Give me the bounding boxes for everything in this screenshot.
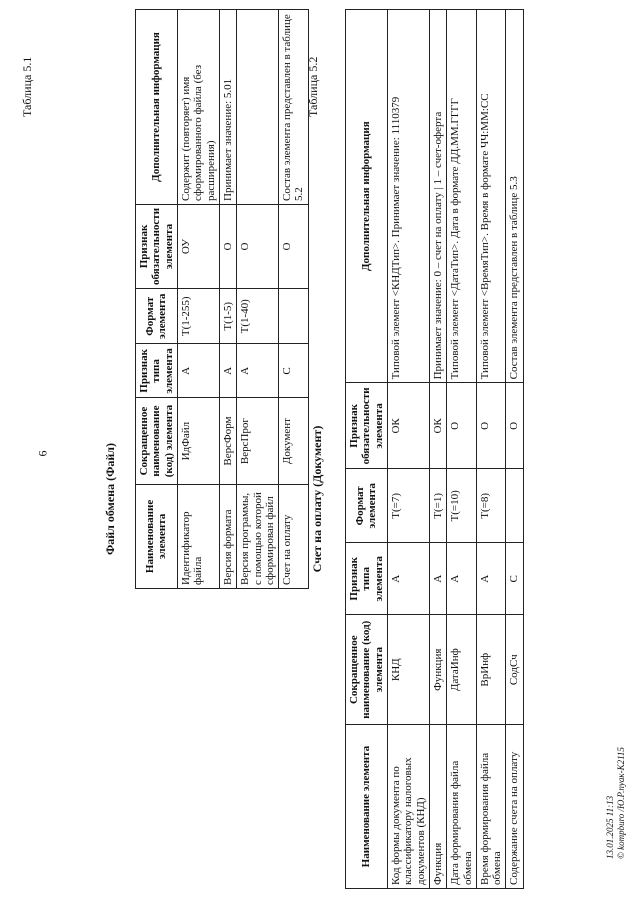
cell-info: Типовой элемент <ДатаТип>. Дата в формате ДД.ММ.ГГГГ [447, 10, 477, 383]
cell-format: T(=1) [429, 469, 446, 543]
cell-code: КНД [387, 615, 429, 725]
cell-format: T(=8) [476, 469, 506, 543]
cell-code: ВрИнф [476, 615, 506, 725]
cell-required: О [447, 383, 477, 469]
cell-name: Дата формирования файла обмена [447, 725, 477, 889]
cell-info: Типовой элемент <КНДТип>. Принимает значение: 1110379 [387, 10, 429, 383]
cell-type: А [429, 543, 446, 615]
table2-header-row [346, 10, 388, 889]
table2-header-name: Наименование элемента [346, 725, 388, 889]
cell-code: ВерсФорм [219, 398, 236, 485]
print-stamp [605, 747, 627, 859]
table1 [135, 9, 309, 589]
table1-header-code: Сокращенное наименование (код) элемента [136, 398, 178, 485]
table1-header-type: Признак типа элемента [136, 344, 178, 398]
table2-title: Счет на оплату (Документ) [310, 425, 324, 573]
cell-name: Версия формата [219, 484, 236, 588]
table2-header-code: Сокращенное наименование (код) элемента [346, 615, 388, 725]
table2-caption: Таблица 5.2 [306, 56, 320, 117]
rotated-page [0, 5, 640, 905]
table-row [387, 10, 429, 889]
cell-format: T(1-5) [219, 289, 236, 344]
cell-format: T(=7) [387, 469, 429, 543]
page-number: 6 [35, 450, 50, 457]
cell-type: А [237, 344, 279, 398]
cell-type: С [506, 543, 523, 615]
cell-type: А [447, 543, 477, 615]
cell-required: О [279, 204, 309, 288]
cell-format: T(=10) [447, 469, 477, 543]
cell-type: А [387, 543, 429, 615]
cell-info: Принимает значение: 0 – счет на оплату | 1 – счет-оферта [429, 10, 446, 383]
cell-required: ОК [429, 383, 446, 469]
table1-header-name: Наименование элемента [136, 484, 178, 588]
cell-code: Функция [429, 615, 446, 725]
cell-info: Типовой элемент <ВремяТип>. Время в формате ЧЧ:ММ:СС [476, 10, 506, 383]
table-row [447, 10, 477, 889]
cell-info [237, 10, 279, 205]
table-row [506, 10, 523, 889]
table-row [219, 10, 236, 589]
cell-name: Содержание счета на оплату [506, 725, 523, 889]
cell-code: Документ [279, 398, 309, 485]
cell-required: О [219, 204, 236, 288]
cell-name: Версия программы, с помощью которой сформирован файл [237, 484, 279, 588]
cell-type: А [219, 344, 236, 398]
table2 [345, 9, 524, 889]
table1-header-format: Формат элемента [136, 289, 178, 344]
table1-caption: Таблица 5.1 [20, 56, 34, 117]
cell-info: Содержит (повторяет) имя сформированного файла (без расширения) [177, 10, 219, 205]
table-row [279, 10, 309, 589]
cell-format: T(1-40) [237, 289, 279, 344]
cell-format [506, 469, 523, 543]
stamp-datetime: 13.01.2025 11:13 [605, 795, 615, 859]
cell-name: Идентификатор файла [177, 484, 219, 588]
cell-format [279, 289, 309, 344]
cell-name: Функция [429, 725, 446, 889]
table-row [177, 10, 219, 589]
table1-header-info: Дополнительная информация [136, 10, 178, 205]
cell-name: Время формирования файла обмена [476, 725, 506, 889]
page-content [0, 14, 640, 899]
cell-type: С [279, 344, 309, 398]
cell-info: Принимает значение: 5.01 [219, 10, 236, 205]
cell-info: Состав элемента представлен в таблице 5.3 [506, 10, 523, 383]
cell-required: О [476, 383, 506, 469]
table2-header-type: Признак типа элемента [346, 543, 388, 615]
cell-type: А [476, 543, 506, 615]
table1-header-row [136, 10, 178, 589]
table-row [429, 10, 446, 889]
cell-info: Состав элемента представлен в таблице 5.2 [279, 10, 309, 205]
table2-header-format: Формат элемента [346, 469, 388, 543]
cell-format: T(1-255) [177, 289, 219, 344]
cell-name: Счет на оплату [279, 484, 309, 588]
cell-required: ОУ [177, 204, 219, 288]
cell-type: А [177, 344, 219, 398]
stamp-author: © kompburo /Ю.Р.пуак-К2115 [615, 747, 626, 859]
table1-title: Файл обмена (Файл) [103, 442, 117, 556]
table-row [476, 10, 506, 889]
cell-code: ИдФайл [177, 398, 219, 485]
cell-required: О [506, 383, 523, 469]
cell-required: ОК [387, 383, 429, 469]
cell-code: ВерсПрог [237, 398, 279, 485]
cell-code: ДатаИнф [447, 615, 477, 725]
table2-header-info: Дополнительная информация [346, 10, 388, 383]
table1-header-required: Признак обязательности элемента [136, 204, 178, 288]
cell-required: О [237, 204, 279, 288]
cell-code: СодСч [506, 615, 523, 725]
table2-header-required: Признак обязательности элемента [346, 383, 388, 469]
table-row [237, 10, 279, 589]
cell-name: Код формы документа по классификатору налоговых документов (КНД) [387, 725, 429, 889]
